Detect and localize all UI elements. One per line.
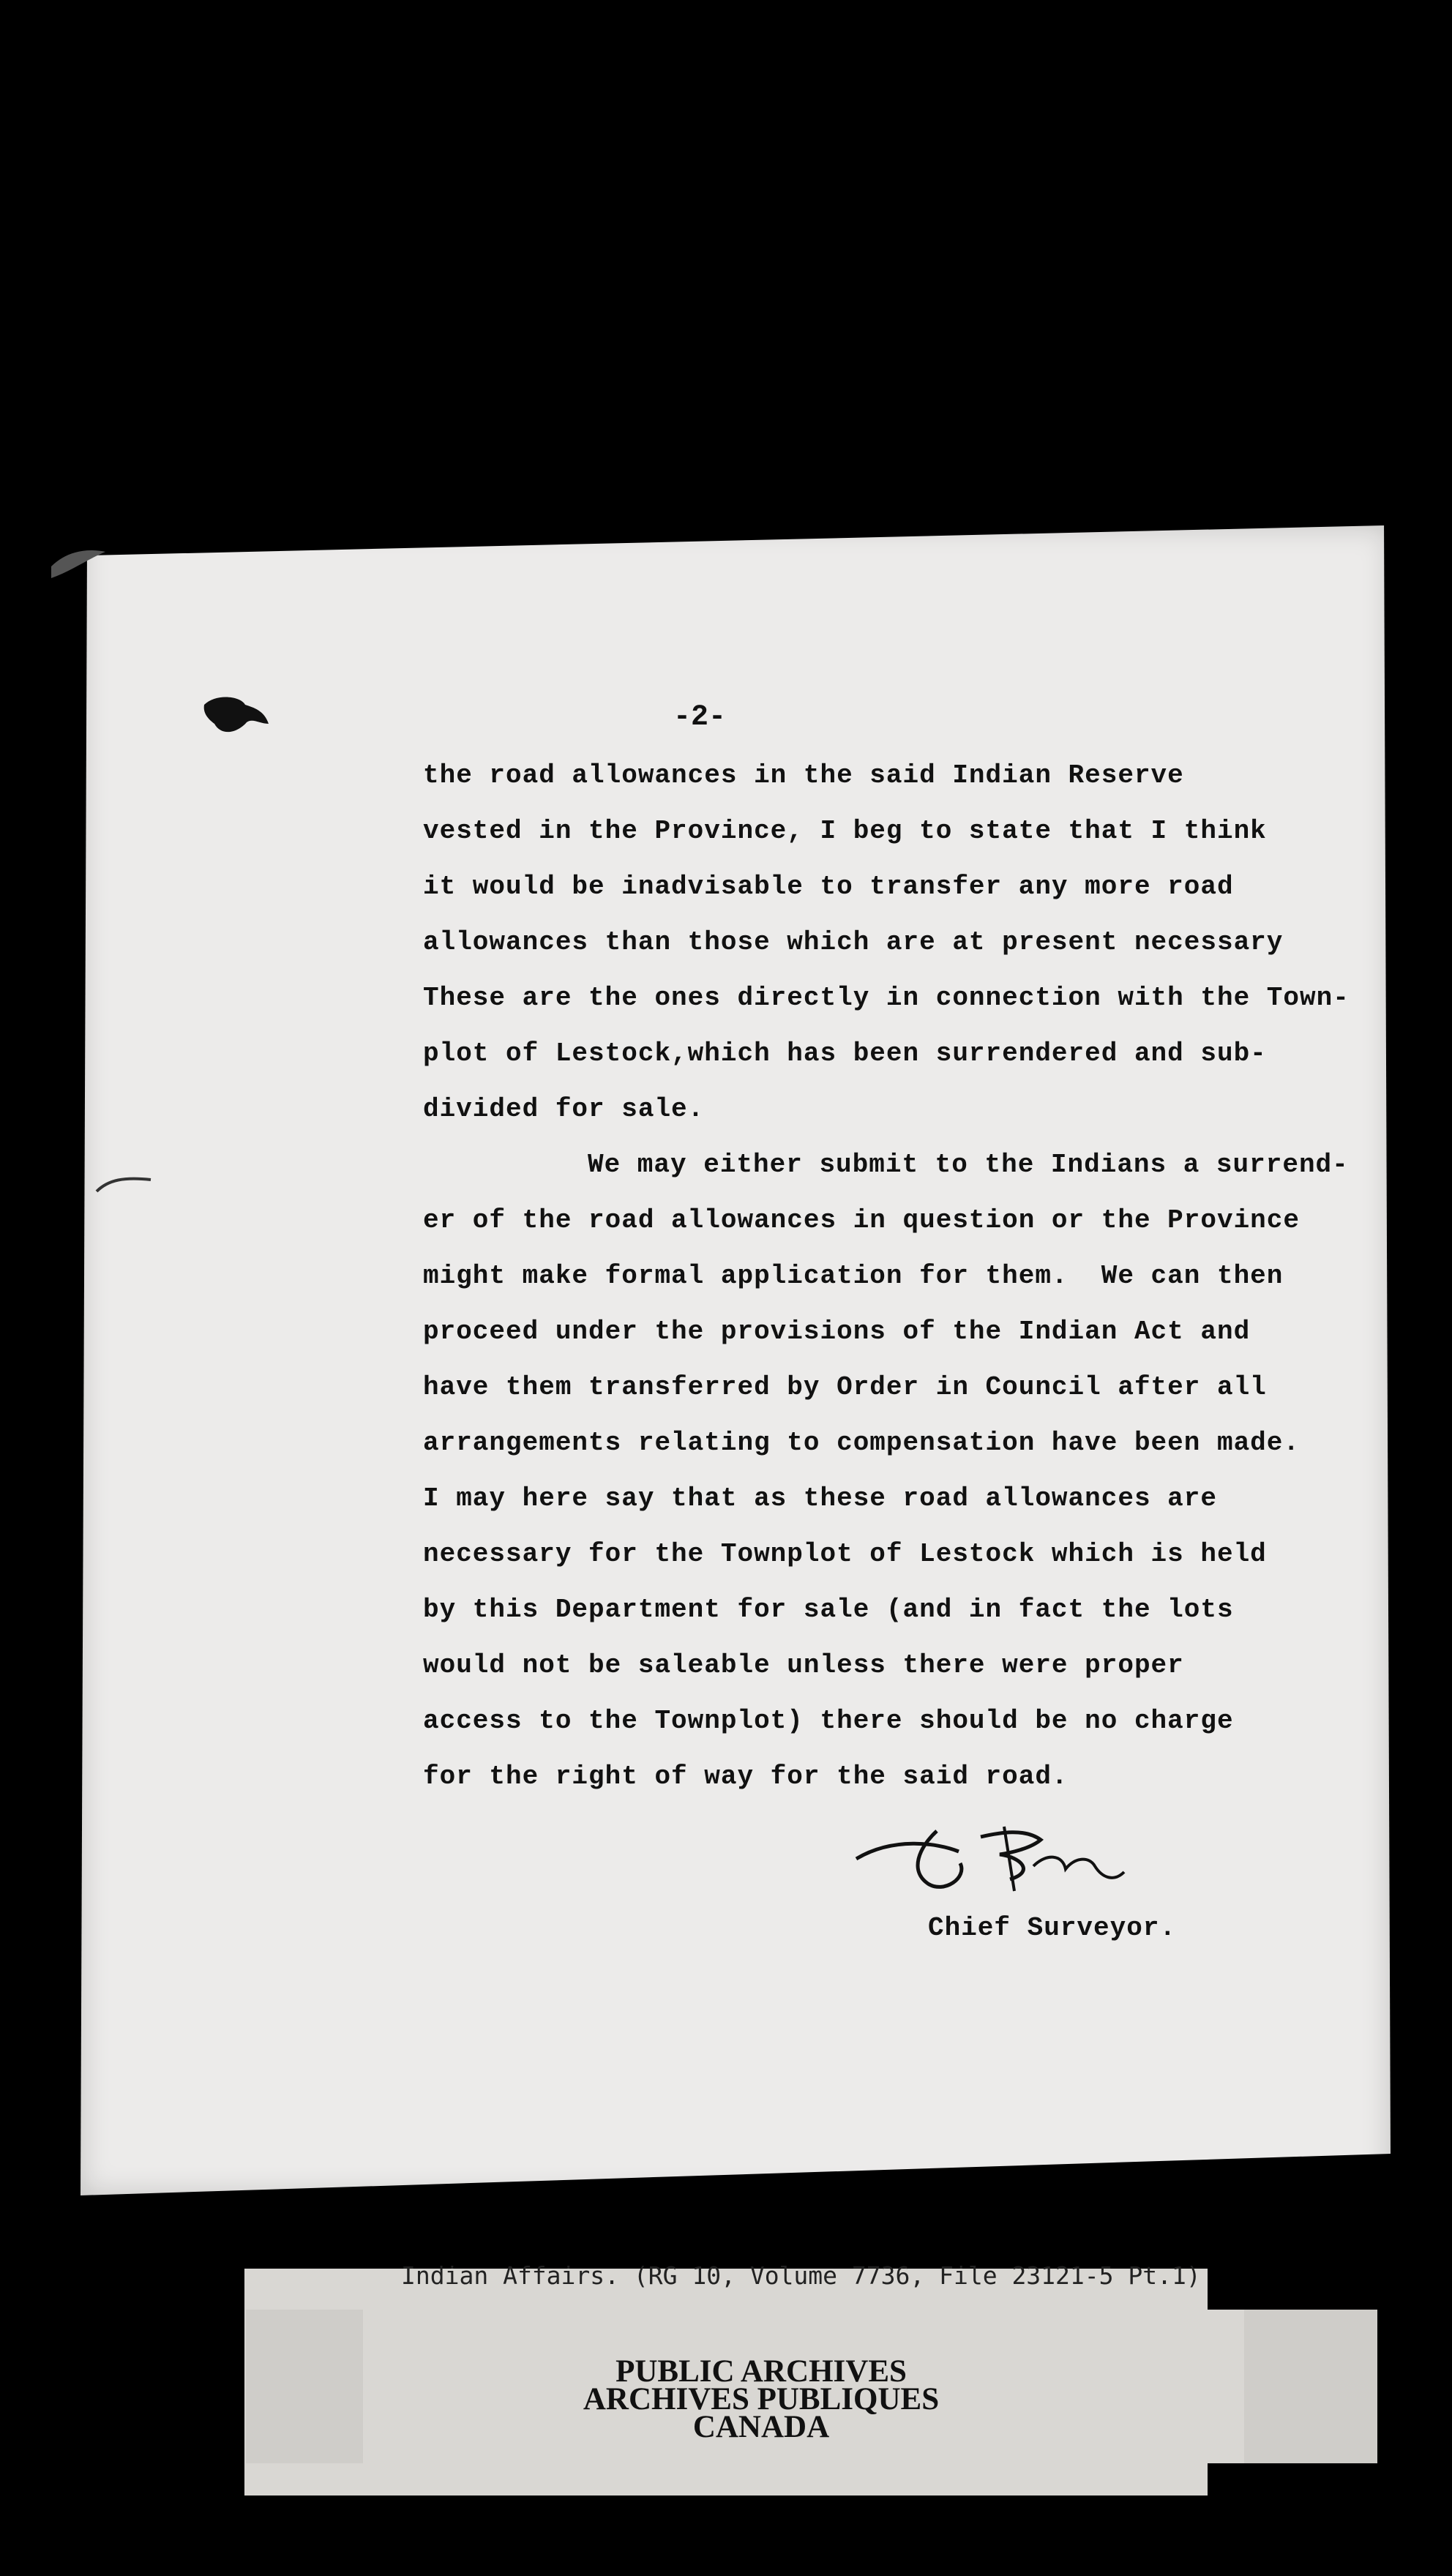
page-number: -2- — [673, 701, 727, 734]
letter-body — [423, 748, 1374, 1805]
paragraph-line: might make formal application for them. We can then — [423, 1261, 1284, 1291]
pen-stroke-mark — [95, 1171, 154, 1200]
body-line: it would be inadvisable to transfer any more road — [423, 872, 1234, 902]
archive-label-right-tab — [1244, 2310, 1377, 2463]
signature-title: Chief Surveyor. — [928, 1913, 1177, 1943]
paragraph-line: by this Department for sale (and in fact the lots — [423, 1595, 1234, 1625]
body-line: the road allowances in the said Indian Reserve — [423, 760, 1184, 790]
paragraph-line: arrangements relating to compensation have been made. — [423, 1428, 1300, 1458]
archive-stamp-line1: PUBLIC ARCHIVES — [615, 2354, 907, 2389]
paragraph-line: have them transferred by Order in Council after all — [423, 1372, 1267, 1402]
body-line: plot of Lestock,which has been surrendered and sub- — [423, 1038, 1267, 1068]
paragraph-line: necessary for the Townplot of Lestock which is held — [423, 1539, 1267, 1569]
archive-label-left-tab — [246, 2310, 363, 2463]
ink-blot-mark — [201, 692, 272, 744]
body-line: allowances than those which are at present necessary — [423, 927, 1284, 957]
edge-tear-mark — [51, 547, 110, 584]
handwritten-signature — [849, 1815, 1127, 1903]
paragraph-line: We may either submit to the Indians a surrend- — [588, 1150, 1349, 1180]
archive-stamp — [512, 2354, 1010, 2444]
archive-stamp-line2: ARCHIVES PUBLIQUES — [583, 2382, 940, 2416]
paragraph-line: er of the road allowances in question or the Province — [423, 1205, 1300, 1235]
paragraph-line: would not be saleable unless there were proper — [423, 1650, 1184, 1680]
paragraph-line: proceed under the provisions of the Indian Act and — [423, 1317, 1251, 1347]
archive-reference: Indian Affairs. (RG 10, Volume 7736, File 23121-5 Pt.1) — [401, 2261, 1201, 2290]
paragraph-line: access to the Townplot) there should be no charge — [423, 1706, 1234, 1736]
body-line: divided for sale. — [423, 1094, 705, 1124]
archive-stamp-line3: CANADA — [692, 2410, 830, 2444]
body-line: These are the ones directly in connection with the Town- — [423, 983, 1350, 1013]
paragraph-line: I may here say that as these road allowances are — [423, 1483, 1217, 1513]
paragraph-line: for the right of way for the said road. — [423, 1761, 1069, 1791]
body-line: vested in the Province, I beg to state that I think — [423, 816, 1267, 846]
